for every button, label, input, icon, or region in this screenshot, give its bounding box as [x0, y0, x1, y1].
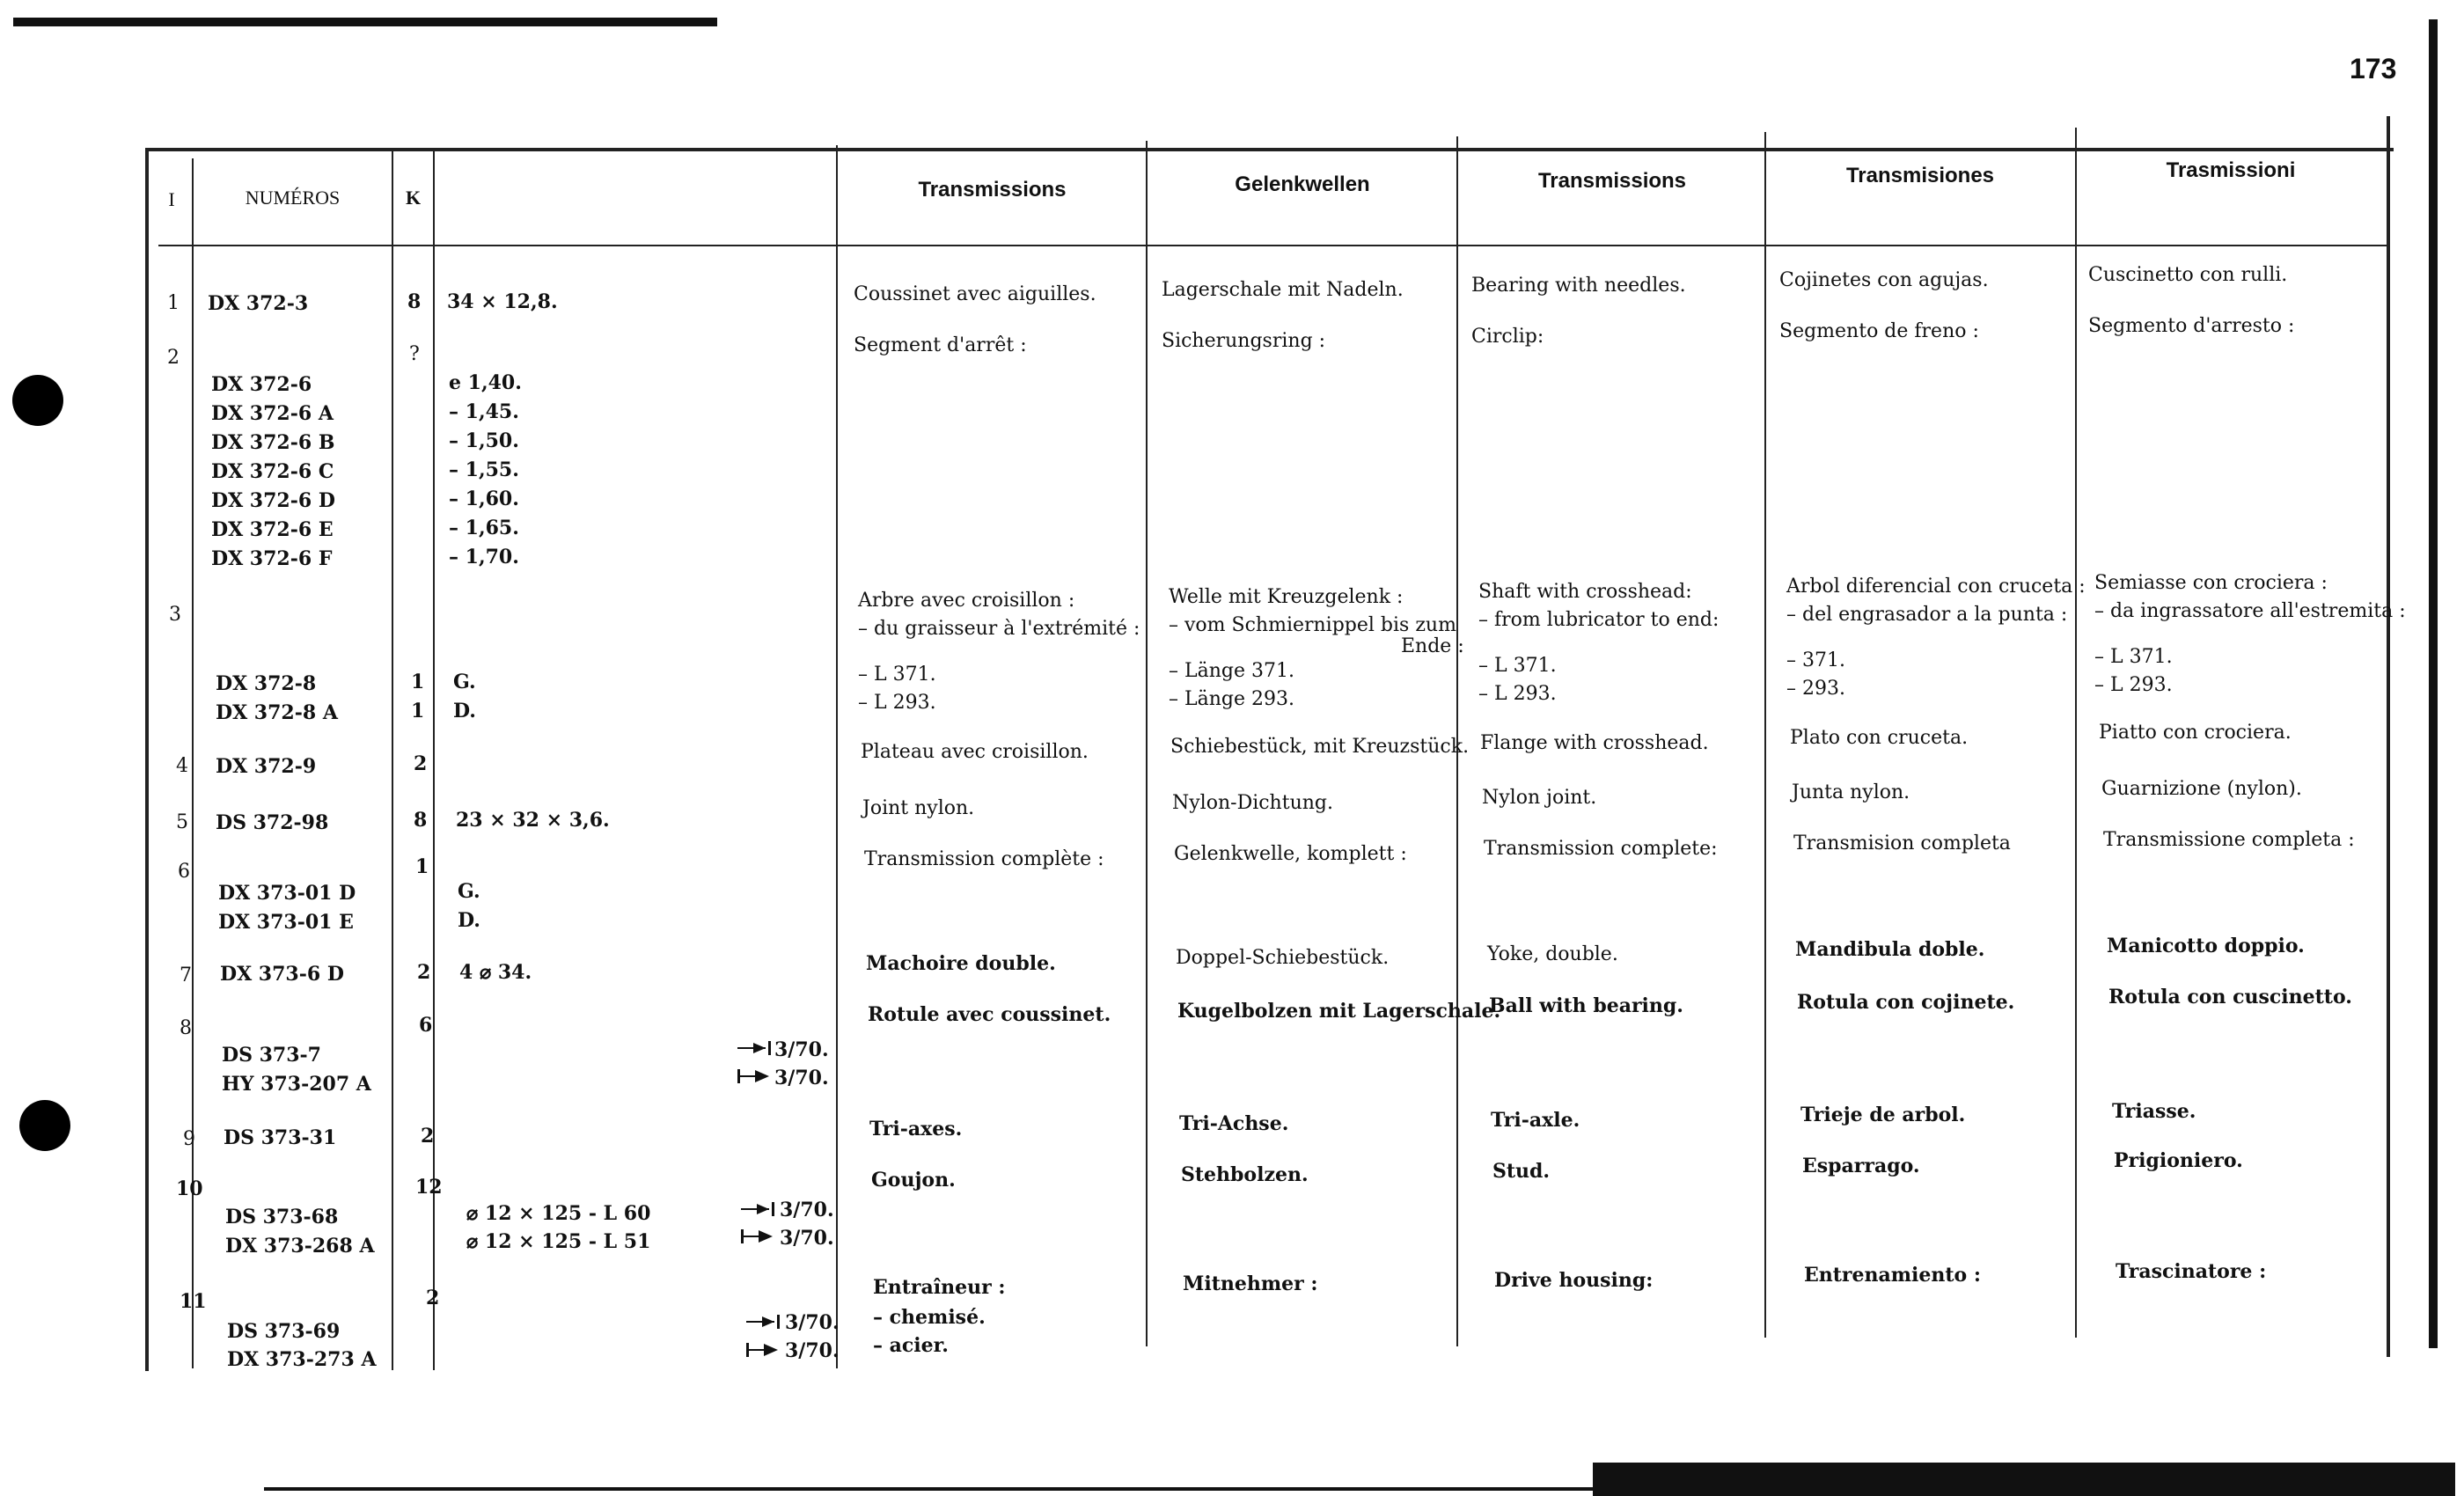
desc-es: Trieje de arbol.: [1800, 1104, 1966, 1126]
desc-de: Doppel-Schiebestück.: [1176, 947, 1390, 969]
dimension: – 1,50.: [449, 429, 519, 452]
desc-es: Transmision completa: [1793, 832, 2011, 854]
header-it: Trasmissioni: [2166, 158, 2296, 182]
quantity-k: 1: [411, 700, 425, 722]
header-en: Transmissions: [1537, 169, 1687, 193]
desc-de: Ende :: [1401, 635, 1464, 657]
desc-es: Rotula con cojinete.: [1797, 991, 2015, 1014]
revision-date: 3/70.: [785, 1339, 840, 1362]
desc-de: Lagerschale mit Nadeln.: [1162, 279, 1404, 301]
desc-de: – Länge 293.: [1169, 688, 1294, 710]
desc-fr: Plateau avec croisillon.: [861, 741, 1089, 763]
dimension: – 1,65.: [449, 517, 519, 539]
desc-de: Schiebestück, mit Kreuzstück.: [1170, 736, 1470, 758]
part-number: DX 373-6 D: [220, 963, 344, 986]
part-number: DX 373-268 A: [225, 1235, 375, 1258]
part-number: DX 372-3: [208, 292, 309, 315]
quantity-k: 6: [419, 1014, 433, 1037]
desc-es: Entrenamiento :: [1804, 1264, 1982, 1287]
desc-de: Nylon-Dichtung.: [1172, 792, 1333, 814]
desc-de: Stehbolzen.: [1181, 1163, 1309, 1186]
quantity-k: 2: [421, 1125, 435, 1148]
bottom-thin-bar: [264, 1487, 1602, 1491]
arrow-tab-icon: [746, 1315, 780, 1329]
part-number: DS 373-31: [224, 1126, 337, 1149]
arrow-bar-icon: [746, 1343, 780, 1357]
desc-it: Cuscinetto con rulli.: [2088, 264, 2288, 286]
part-number: DX 372-6 A: [211, 402, 334, 425]
desc-es: – 371.: [1786, 649, 1845, 671]
desc-it: Piatto con crociera.: [2099, 722, 2292, 744]
row-index: 3: [169, 604, 181, 626]
dimension: D.: [458, 909, 480, 932]
part-number: DS 372-98: [216, 811, 329, 834]
part-number: DS 373-7: [222, 1044, 321, 1067]
desc-fr: – du graisseur à l'extrémité :: [858, 618, 1140, 640]
desc-de: Sicherungsring :: [1162, 330, 1326, 352]
desc-en: Yoke, double.: [1487, 943, 1618, 965]
part-number: DX 372-6 B: [211, 431, 335, 454]
desc-fr: Transmission complète :: [864, 848, 1104, 870]
desc-en: – from lubricator to end:: [1478, 609, 1720, 631]
dimension: – 1,55.: [449, 458, 519, 481]
row-index: 9: [183, 1128, 195, 1150]
quantity-k: 8: [407, 290, 422, 313]
desc-fr: Goujon.: [871, 1169, 956, 1192]
part-number: DS 373-69: [227, 1320, 341, 1343]
arrow-tab-icon: [737, 1041, 771, 1055]
header-numeros: NUMÉROS: [245, 187, 341, 209]
quantity-k: 2: [426, 1287, 440, 1309]
desc-es: Segmento de freno :: [1779, 320, 1979, 342]
revision-date: 3/70.: [774, 1038, 829, 1061]
col-divider-dim: [836, 145, 838, 1368]
desc-es: Esparrago.: [1802, 1155, 1920, 1177]
part-number: DX 372-6 E: [211, 518, 334, 541]
dimension: ⌀ 12 × 125 - L 60: [466, 1202, 651, 1225]
desc-de: Mitnehmer :: [1183, 1272, 1318, 1295]
part-number: DS 373-68: [225, 1206, 339, 1228]
desc-fr: Rotule avec coussinet.: [868, 1003, 1111, 1026]
punch-hole-bottom: [19, 1100, 70, 1151]
row-index: 8: [180, 1017, 192, 1039]
desc-es: Plato con cruceta.: [1790, 727, 1969, 749]
desc-en: Transmission complete:: [1484, 838, 1718, 860]
col-divider-en: [1764, 132, 1766, 1338]
desc-fr: Arbre avec croisillon :: [858, 590, 1075, 612]
dimension: – 1,70.: [449, 546, 519, 568]
desc-de: Gelenkwelle, komplett :: [1174, 843, 1407, 865]
desc-en: Flange with crosshead.: [1480, 732, 1709, 754]
table-left-border: [145, 148, 149, 1371]
desc-de: Kugelbolzen mit Lagerschale.: [1177, 1000, 1501, 1023]
row-index: 2: [167, 347, 180, 369]
desc-it: Transmissione completa :: [2103, 829, 2355, 851]
punch-hole-top: [12, 375, 63, 426]
page-number: 173: [2350, 53, 2397, 84]
header-fr: Transmissions: [918, 178, 1067, 202]
desc-it: – L 293.: [2094, 674, 2173, 696]
part-number: DX 373-01 D: [218, 882, 356, 905]
part-number: DX 372-8 A: [216, 701, 338, 724]
desc-de: – vom Schmiernippel bis zum: [1169, 614, 1456, 636]
desc-fr: Coussinet avec aiguilles.: [854, 283, 1096, 305]
desc-en: – L 293.: [1478, 683, 1557, 705]
quantity-k: 1: [411, 671, 425, 693]
desc-es: Mandibula doble.: [1795, 938, 1985, 961]
part-number: DX 372-9: [216, 755, 317, 778]
part-number: DX 372-6 D: [211, 489, 335, 512]
dimension: e 1,40.: [449, 371, 522, 394]
dimension: 34 × 12,8.: [447, 290, 558, 313]
dimension: D.: [453, 700, 476, 722]
desc-en: – L 371.: [1478, 655, 1557, 677]
desc-it: Segmento d'arresto :: [2088, 315, 2295, 337]
desc-en: Stud.: [1492, 1160, 1551, 1183]
right-scan-bar: [2429, 19, 2438, 1348]
col-divider-es: [2075, 128, 2077, 1338]
part-number: DX 373-273 A: [227, 1348, 377, 1371]
header-k: K: [405, 187, 422, 209]
desc-it: – da ingrassatore all'estremita :: [2094, 600, 2406, 622]
desc-en: Tri-axle.: [1491, 1109, 1580, 1132]
header-es: Transmisiones: [1845, 164, 1995, 187]
revision-date: 3/70.: [785, 1311, 840, 1334]
arrow-bar-icon: [741, 1229, 774, 1243]
part-number: HY 373-207 A: [222, 1073, 371, 1096]
desc-es: Arbol diferencial con cruceta :: [1786, 576, 2086, 598]
quantity-k: ?: [409, 343, 420, 365]
row-index: 6: [178, 861, 190, 883]
quantity-k: 1: [415, 855, 429, 878]
desc-it: Semiasse con crociera :: [2094, 572, 2328, 594]
arrow-bar-icon: [737, 1069, 771, 1083]
desc-fr: – chemisé.: [873, 1306, 986, 1329]
arrow-tab-icon: [741, 1202, 774, 1216]
desc-de: – Länge 371.: [1169, 660, 1294, 682]
part-number: DX 373-01 E: [218, 911, 354, 934]
desc-it: Trascinatore :: [2116, 1260, 2267, 1283]
top-scan-bar: [13, 18, 717, 26]
revision-date: 3/70.: [774, 1067, 829, 1089]
table-top-rule: [145, 148, 2394, 151]
row-index: 10: [176, 1177, 203, 1200]
revision-date: 3/70.: [780, 1199, 834, 1221]
desc-fr: Tri-axes.: [869, 1118, 963, 1140]
dimension: 4 ⌀ 34.: [459, 961, 532, 984]
desc-it: Guarnizione (nylon).: [2101, 778, 2302, 800]
part-number: DX 372-8: [216, 672, 317, 695]
desc-fr: Joint nylon.: [862, 797, 975, 819]
dimension: G.: [453, 671, 476, 693]
revision-date: 3/70.: [780, 1227, 834, 1250]
dimension: 23 × 32 × 3,6.: [456, 809, 610, 832]
desc-de: Tri-Achse.: [1179, 1112, 1289, 1135]
row-index: 5: [176, 811, 188, 833]
row-index: 1: [167, 292, 180, 314]
desc-en: Circlip:: [1471, 326, 1544, 348]
desc-fr: Entraîneur :: [873, 1276, 1006, 1299]
desc-es: Junta nylon.: [1792, 781, 1910, 803]
desc-en: Bearing with needles.: [1471, 275, 1686, 297]
desc-en: Ball with bearing.: [1489, 994, 1683, 1017]
desc-fr: Machoire double.: [866, 952, 1056, 975]
desc-fr: – L 371.: [858, 664, 936, 686]
desc-es: – 293.: [1786, 678, 1845, 700]
desc-it: Rotula con cuscinetto.: [2108, 986, 2352, 1008]
desc-en: Shaft with crosshead:: [1478, 581, 1692, 603]
dimension: – 1,45.: [449, 400, 519, 423]
desc-fr: – L 293.: [858, 692, 936, 714]
quantity-k: 8: [414, 809, 428, 832]
table-right-border: [2387, 116, 2390, 1357]
dimension: G.: [458, 880, 480, 903]
desc-it: – L 371.: [2094, 646, 2173, 668]
bottom-scan-bar: [1593, 1463, 2455, 1496]
dimension: ⌀ 12 × 125 - L 51: [466, 1230, 651, 1253]
col-divider-numeros: [392, 151, 393, 1370]
desc-it: Manicotto doppio.: [2107, 935, 2305, 957]
header-bottom-rule: [158, 245, 2389, 246]
row-index: 7: [180, 964, 192, 986]
row-index: 4: [176, 755, 188, 777]
col-divider-fr: [1146, 141, 1148, 1346]
row-index: 11: [180, 1290, 207, 1313]
desc-de: Welle mit Kreuzgelenk :: [1169, 586, 1404, 608]
quantity-k: 2: [417, 961, 431, 984]
part-number: DX 372-6 C: [211, 460, 334, 483]
quantity-k: 2: [414, 752, 428, 775]
header-i: I: [168, 188, 175, 210]
desc-it: Prigioniero.: [2114, 1149, 2243, 1172]
dimension: – 1,60.: [449, 488, 519, 510]
quantity-k: 12: [415, 1176, 443, 1199]
part-number: DX 372-6 F: [211, 547, 333, 570]
desc-en: Drive housing:: [1494, 1269, 1654, 1292]
part-number: DX 372-6: [211, 373, 312, 396]
desc-es: – del engrasador a la punta :: [1786, 604, 2068, 626]
desc-fr: Segment d'arrêt :: [854, 334, 1027, 356]
desc-it: Triasse.: [2112, 1100, 2196, 1123]
desc-es: Cojinetes con agujas.: [1779, 269, 1989, 291]
desc-fr: – acier.: [873, 1334, 949, 1357]
desc-en: Nylon joint.: [1482, 787, 1597, 809]
header-de: Gelenkwellen: [1235, 172, 1370, 196]
